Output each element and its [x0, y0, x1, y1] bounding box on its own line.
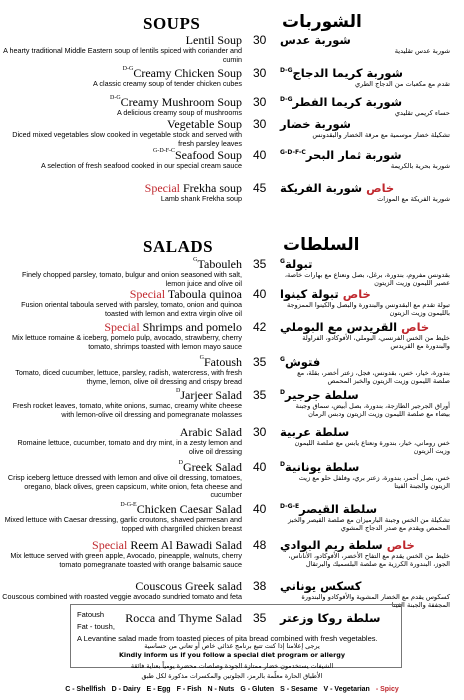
item-name-arabic-text: شوربة الفريكة: [280, 181, 363, 195]
item-name-arabic-text: سلطة القيصر: [299, 502, 378, 516]
allergen-legend: [0, 686, 464, 693]
item-name-arabic-text: تبولة كينوا: [280, 287, 339, 301]
legend-item: V - Vegetarian: [323, 686, 370, 693]
item-description: Lamb shank Frekha soup: [160, 194, 242, 203]
item-name-arabic-text: سلطة جرجير: [284, 388, 359, 402]
item-description: A classic creamy soup of tender chicken cubes: [92, 79, 242, 88]
item-price: 35: [253, 355, 267, 369]
item-description-arabic: شوربة عدس تقليدية: [394, 47, 450, 55]
item-name-arabic-text: سلطة ريم البوادي: [280, 538, 383, 552]
special-label-arabic: خاص: [342, 287, 371, 301]
item-price: 30: [253, 425, 267, 439]
item-description-arabic: خليط من الخس يقدم مع التفاح الأخضر، الأفوكادو، الأناناس، الجوز، البندورة الكرزية مع صلصة البلسميك والبرتقال: [288, 552, 450, 569]
item-name-arabic: [280, 320, 429, 334]
allergen-tags: G-D-F-C: [153, 148, 175, 154]
item-description-arabic: بقدونس مفروم، بندورة، برغل، بصل ونعناع مع بهارات خاصة، عصير الليمون وزيت الزيتون: [284, 271, 450, 288]
item-price: 30: [253, 33, 267, 47]
legend-item: F - Fish: [176, 686, 202, 693]
item-name-arabic: [280, 355, 320, 369]
item-description: A selection of fresh seafood cooked in our special cream sauce: [41, 161, 242, 170]
salads-title-arabic: السلطات: [283, 235, 360, 255]
item-name-arabic-text: كسكس يوناني: [280, 579, 362, 593]
item-description: Tomato, diced cucumber, lettuce, parsley, radish, watercress, with fresh thyme, lemon, olive oil dressing and crispy bread: [15, 368, 242, 386]
item-description: A hearty traditional Middle Eastern soup of lentils spiced with coriander and cumin: [3, 46, 242, 64]
allergen-tags-arabic: D: [280, 389, 285, 397]
item-name-arabic-text: فتوش: [284, 355, 321, 369]
item-price: 35: [253, 257, 267, 271]
item-name-arabic-text: سلطة يونانية: [284, 460, 360, 474]
item-price: 35: [253, 611, 267, 625]
note-pronunciation: Fat - toush,: [77, 622, 115, 631]
special-label-arabic: خاص: [401, 320, 430, 334]
item-name-arabic: [280, 257, 312, 271]
item-price: 42: [253, 320, 267, 334]
item-name-text: Fatoush: [203, 355, 242, 369]
item-description-arabic: شوربة بحرية بالكريمة: [390, 162, 450, 170]
item-description: Mix lettuce served with green apple, Avocado, pineapple, walnuts, cherry tomato pomegranate toasted with orange balsamic sauce: [10, 551, 242, 569]
item-description-arabic: تشكيلة خضار موسمية مع مرقة الخضار والبقدونس: [312, 131, 450, 139]
item-description: Fusion oriental taboula served with parsley, tomato, onion and quinoa toasted with lemon and extra virgin olive oil: [21, 300, 242, 318]
item-name-arabic-text: شوربة كريما الدجاج: [292, 66, 403, 80]
allergen-tags: D-G: [109, 95, 121, 101]
allergen-tags-arabic: G-D-F-C: [280, 149, 306, 157]
allergy-note-english: Kindly inform us if you follow a special diet program or allergy: [118, 651, 346, 659]
allergen-tags: D: [176, 388, 181, 394]
item-description-arabic: بندورة، خيار، خس، بقدونس، فجل، زعتر أخضر، بقلة، مع صلصة الليمون وزيت الزيتون والخبز المحمص: [297, 369, 450, 386]
item-name-arabic: [280, 66, 403, 80]
allergen-tags: G: [193, 257, 198, 263]
allergen-tags-arabic: D-G-E: [280, 503, 300, 511]
legend-note-arabic: الأطباق الحارة معلّمة بالرمز، الجلوتين والمكسرات مذكورة لكل طبق: [141, 672, 323, 680]
item-name-arabic-text: شوربة ثمار البحر: [305, 148, 402, 162]
item-name-arabic-text: القريدس مع البوملي: [280, 320, 398, 334]
item-description: Mixed lettuce with Caesar dressing, garlic croutons, shaved parmesan and topped with chargrilled chicken breast: [4, 515, 242, 533]
item-name-text: Jarjeer Salad: [180, 388, 242, 402]
special-label-arabic: خاص: [366, 181, 395, 195]
item-name-text: Rocca and Thyme Salad: [125, 611, 242, 625]
allergen-tags-arabic: D-G: [280, 67, 293, 75]
item-name-arabic-text: سلطة روكا وزعتر: [280, 611, 381, 625]
item-description: A delicious creamy soup of mushrooms: [116, 108, 242, 117]
allergen-tags: D: [178, 460, 184, 466]
item-price: 48: [253, 538, 267, 552]
note-description: A Levantine salad made from toasted pieces of pita bread combined with fresh vegetables.: [77, 634, 378, 643]
item-description-arabic: خس روماني، خيار، بندورة ونعناع يابس مع صلصة الليمون وزيت الزيتون: [294, 439, 450, 456]
special-label: Special: [144, 181, 180, 195]
allergy-note-arabic: يرجى إعلامنا إذا كنت تتبع برنامج غذائي خاص أو تعاني من حساسية: [144, 642, 320, 650]
item-price: 40: [253, 148, 267, 162]
item-name-text: Vegetable Soup: [167, 117, 242, 131]
item-name-text: Lentil Soup: [185, 33, 242, 47]
item-name-arabic: [280, 95, 402, 109]
item-price: 30: [253, 117, 267, 131]
item-description-arabic: حساء كريمي تقليدي: [394, 109, 450, 117]
item-description: Romaine lettuce, cucumber, tomato and dry mint, in a zesty lemon and olive oil dressing: [17, 438, 242, 456]
chef-note-arabic: الشيفات يستخدمون خضار ممتازة الجودة وصلصات محضرة يومياً بعناية فائقة: [130, 662, 334, 670]
item-name-text: Shrimps and pomelo: [142, 320, 242, 334]
legend-item: E - Egg: [146, 686, 171, 693]
item-description-arabic: أوراق الجرجير الطازجة، بندورة، بصل أبيض، سماق وجبنة بيضاء مع صلصة الليمون وزيت الزيتون ودبس الرمان: [295, 402, 450, 419]
legend-item: S - Sesame: [280, 686, 318, 693]
item-description-arabic: كسكوس يقدم مع الخضار المشوية والأفوكادو والبندورة المجففة والجبنة الفيتا: [301, 593, 450, 610]
item-name-arabic: [280, 181, 394, 195]
allergen-tags: D-G-E: [120, 502, 137, 508]
item-name-arabic: [280, 502, 377, 516]
legend-item: G - Gluten: [240, 686, 275, 693]
item-price: 35: [253, 388, 267, 402]
item-name-arabic-text: شوربة عدس: [280, 33, 351, 47]
item-name-arabic-text: تبولة: [284, 257, 313, 271]
item-name-arabic: [280, 148, 402, 162]
item-name-arabic: [280, 425, 349, 439]
item-name-arabic: [280, 388, 359, 402]
item-description: Crisp iceberg lettuce dressed with lemon and olive oil dressing, tomatoes, oregano, black olives, green capsicum, white onion, feta cheese and cucumber: [7, 473, 242, 500]
item-name-arabic-text: سلطة عربية: [280, 425, 350, 439]
item-name-arabic: [280, 538, 415, 552]
item-price: 30: [253, 66, 267, 80]
item-name-text: Tabouleh: [197, 257, 242, 271]
item-price: 45: [253, 181, 267, 195]
legend-item: C - Shellfish: [65, 686, 106, 693]
special-label: Special: [104, 320, 140, 334]
allergen-tags-arabic: D: [280, 461, 285, 469]
item-description: Finely chopped parsley, tomato, bulgur and onion seasoned with salt, lemon juice and olive oil: [21, 270, 242, 288]
allergen-tags: D-G: [122, 66, 134, 72]
item-description: Fresh rocket leaves, tomato, white onions, sumac, creamy white cheese with lemon-olive oil dressing and pomegranate molasses: [12, 401, 242, 419]
item-name-arabic-text: شوربة كريما الفطر: [292, 95, 403, 109]
item-name-text: Chicken Caesar Salad: [136, 502, 242, 516]
item-name-arabic: [280, 579, 361, 593]
legend-item: D - Dairy: [111, 686, 141, 693]
item-description-arabic: خس، بصل أحمر، بندورة، زعتر بري، وفلفل حلو مع زيت الزيتون والجبنة الفيتا: [298, 474, 450, 491]
item-name-arabic: [280, 460, 359, 474]
item-price: 40: [253, 502, 267, 516]
item-description-arabic: تبولة تقدم مع البقدونس والبندورة والبصل والكينوا الممزوجة بالليمون وزيت الزيتون: [286, 301, 450, 318]
item-price: 40: [253, 287, 267, 301]
item-name-arabic-text: شوربة خضار: [280, 117, 351, 131]
soups-title: SOUPS: [143, 14, 201, 33]
legend-item: - Spicy: [375, 686, 399, 693]
item-name-text: Creamy Chicken Soup: [133, 66, 242, 80]
item-description: Mix lettuce romaine & iceberg, pomelo pulp, avocado, strawberry, cherry tomato, shrimps toasted with lemon mayo sauce: [12, 333, 242, 351]
item-name-text: Frekha soup: [183, 181, 242, 195]
item-name-text: Couscous Greek salad: [135, 579, 242, 593]
item-description-arabic: تشكيلة من الخس وجبنة البارميزان مع صلصة القيصر والخبز المحمص ويقدم مع صدر الدجاج المشوي: [287, 516, 450, 533]
item-description: Couscous combined with roasted veggie avocado sundried tomato and feta: [2, 592, 242, 601]
item-name-arabic: [280, 117, 351, 131]
salads-title: SALADS: [143, 237, 214, 256]
item-name-text: Arabic Salad: [179, 425, 242, 439]
item-name-text: Taboula quinoa: [167, 287, 242, 301]
soups-title-arabic: الشوربات: [282, 12, 362, 32]
item-description-arabic: تقدم مع مكعبات من الدجاج الطري: [354, 80, 450, 88]
item-name-text: Greek Salad: [183, 460, 242, 474]
item-description-arabic: شوربة الفريكة مع الموزات: [377, 195, 450, 203]
item-price: 38: [253, 579, 267, 593]
special-label: Special: [92, 538, 128, 552]
item-description: Diced mixed vegetables slow cooked in vegetable stock and served with fresh parsley leaves: [12, 130, 242, 148]
allergen-tags-arabic: G: [280, 356, 285, 364]
item-name-text: Reem Al Bawadi Salad: [130, 538, 242, 552]
special-label: Special: [129, 287, 166, 301]
item-name-arabic: [280, 287, 371, 301]
allergen-tags-arabic: G: [280, 258, 285, 266]
note-title: Fatoush: [77, 610, 105, 619]
allergen-tags: G: [199, 355, 204, 361]
item-price: 30: [253, 95, 267, 109]
item-name-arabic: [280, 33, 351, 47]
item-price: 40: [253, 460, 267, 474]
legend-item: N - Nuts: [207, 686, 235, 693]
item-name-text: Seafood Soup: [175, 148, 242, 162]
item-description-arabic: خليط من الخس الفرنسي، البوملي، الأفوكادو، الفراولة والبندورة مع القريدس: [302, 334, 450, 351]
allergen-tags-arabic: D-G: [280, 96, 293, 104]
item-name-text: Creamy Mushroom Soup: [120, 95, 242, 109]
special-label-arabic: خاص: [386, 538, 415, 552]
